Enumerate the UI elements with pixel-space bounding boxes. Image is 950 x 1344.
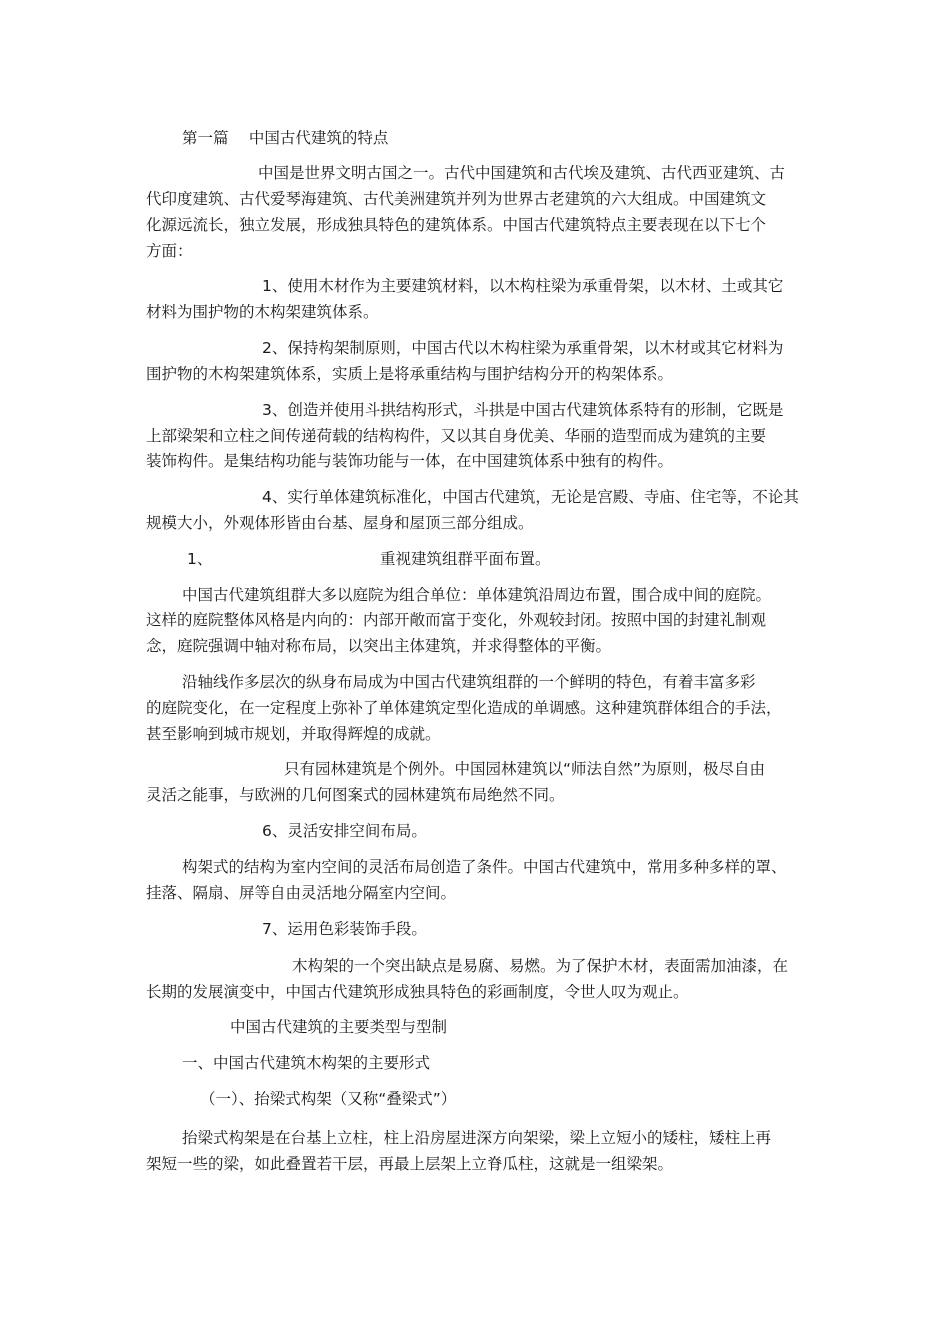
paragraph-line: 挂落、隔扇、屏等自由灵活地分隔室内空间。: [146, 884, 457, 902]
list-number: 1、: [187, 550, 213, 568]
paragraph-line: 7、运用色彩装饰手段。: [262, 920, 427, 938]
paragraph-line: 上部梁架和立柱之间传递荷载的结构构件，又以其自身优美、华丽的造型而成为建筑的主要: [146, 427, 767, 445]
paragraph-line: 甚至影响到城市规划，并取得辉煌的成就。: [146, 725, 441, 743]
paragraph-line: 只有园林建筑是个例外。中国园林建筑以“师法自然”为原则，极尽自由: [284, 760, 766, 778]
paragraph-line: 沿轴线作多层次的纵身布局成为中国古代建筑组群的一个鲜明的特色，有着丰富多彩: [182, 673, 756, 691]
paragraph-line: 的庭院变化，在一定程度上弥补了单体建筑定型化造成的单调感。这种建筑群体组合的手法，: [146, 699, 782, 717]
paragraph-line: 中国古代建筑组群大多以庭院为组合单位：单体建筑沿周边布置，围合成中间的庭院。: [182, 586, 772, 604]
sub-heading: 中国古代建筑的主要类型与型制: [230, 1018, 448, 1036]
paragraph-line: 材料为围护物的木构架建筑体系。: [146, 303, 379, 321]
chapter-heading: 第一篇 中国古代建筑的特点: [182, 129, 389, 147]
paragraph-line: 架短一些的梁，如此叠置若干层，再最上层架上立脊瓜柱，这就是一组梁架。: [146, 1155, 674, 1173]
paragraph-line: 中国是世界文明古国之一。古代中国建筑和古代埃及建筑、古代西亚建筑、古: [258, 164, 786, 182]
paragraph-line: 这样的庭院整体风格是内向的：内部开敞而富于变化，外观较封闭。按照中国的封建礼制观: [146, 611, 767, 629]
section-heading: 一、中国古代建筑木构架的主要形式: [182, 1054, 431, 1072]
paragraph-line: 念，庭院强调中轴对称布局，以突出主体建筑，并求得整体的平衡。: [146, 637, 612, 655]
paragraph-line: 围护物的木构架建筑体系，实质上是将承重结构与围护结构分开的构架体系。: [146, 365, 674, 383]
paragraph-line: 规模大小，外观体形皆由台基、屋身和屋顶三部分组成。: [146, 514, 534, 532]
paragraph-line: 2、保持构架制原则，中国古代以木构柱梁为承重骨架，以木材或其它材料为: [262, 339, 784, 357]
paragraph-line: 构架式的结构为室内空间的灵活布局创造了条件。中国古代建筑中，常用多种多样的罩、: [182, 858, 787, 876]
paragraph-line: 4、实行单体建筑标准化，中国古代建筑，无论是宫殿、寺庙、住宅等，不论其: [262, 488, 799, 506]
paragraph-line: 代印度建筑、古代爱琴海建筑、古代美洲建筑并列为世界古老建筑的六大组成。中国建筑文: [146, 190, 767, 208]
paragraph-line: 长期的发展演变中，中国古代建筑形成独具特色的彩画制度，令世人叹为观止。: [146, 983, 689, 1001]
paragraph-line: 6、灵活安排空间布局。: [262, 822, 427, 840]
paragraph-line: 1、使用木材作为主要建筑材料，以木构柱梁为承重骨架，以木材、土或其它: [262, 277, 784, 295]
paragraph-line: 化源远流长，独立发展，形成独具特色的建筑体系。中国古代建筑特点主要表现在以下七个: [146, 216, 767, 234]
subsection-heading: （一）、抬梁式构架（又称“叠梁式”）: [200, 1090, 457, 1108]
paragraph-line: 木构架的一个突出缺点是易腐、易燃。为了保护木材，表面需加油漆，在: [292, 957, 789, 975]
paragraph-line: 方面：: [146, 242, 193, 260]
paragraph-line: 装饰构件。是集结构功能与装饰功能与一体，在中国建筑体系中独有的构件。: [146, 452, 674, 470]
paragraph-line: 3、创造并使用斗拱结构形式，斗拱是中国古代建筑体系特有的形制，它既是: [262, 401, 784, 419]
paragraph-line: 抬梁式构架是在台基上立柱，柱上沿房屋进深方向架梁，梁上立短小的矮柱，矮柱上再: [182, 1129, 772, 1147]
paragraph-line: 重视建筑组群平面布置。: [380, 550, 551, 568]
paragraph-line: 灵活之能事，与欧洲的几何图案式的园林建筑布局绝然不同。: [146, 786, 565, 804]
